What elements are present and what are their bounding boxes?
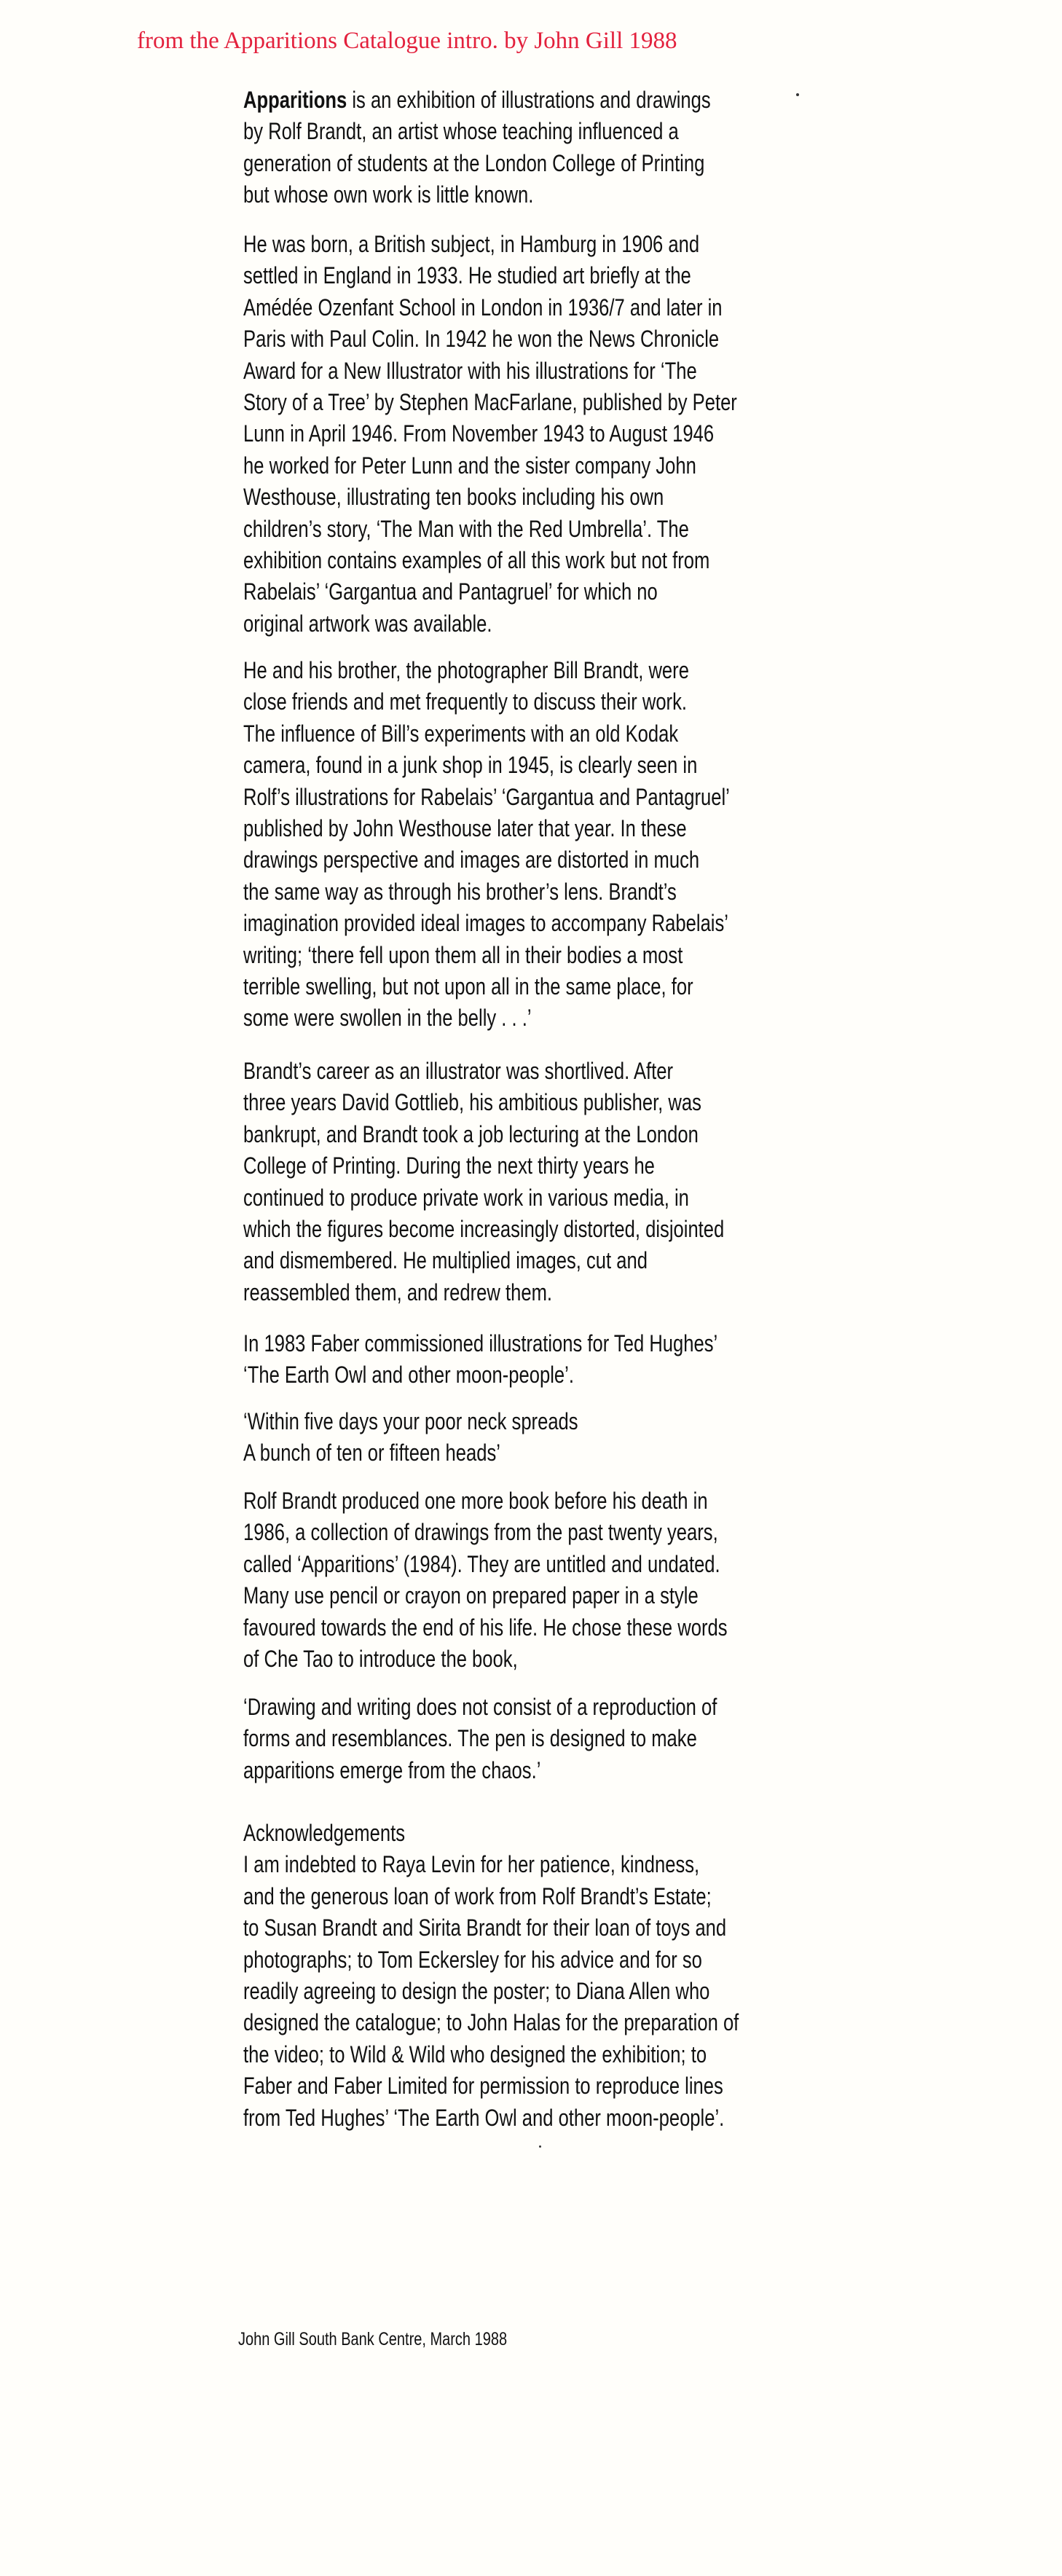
text-line: ‘The Earth Owl and other moon-people’.: [243, 1362, 574, 1389]
text-line: Many use pencil or crayon on prepared paper in a style: [243, 1582, 699, 1609]
text-line: children’s story, ‘The Man with the Red Umbrella’. The: [243, 515, 689, 542]
text-line: terrible swelling, but not upon all in the same place, for: [243, 973, 693, 1000]
text-line: published by John Westhouse later that year. In these: [243, 814, 687, 841]
text-line: Rabelais’ ‘Gargantua and Pantagruel’ for which no: [243, 578, 658, 605]
text-line: Rolf’s illustrations for Rabelais’ ‘Gargantua and Pantagruel’: [243, 783, 730, 810]
text-line: Award for a New Illustrator with his illustrations for ‘The: [243, 357, 697, 384]
text-line: He and his brother, the photographer Bill Brandt, were: [243, 657, 689, 683]
text-line: Brandt’s career as an illustrator was shortlived. After: [243, 1058, 674, 1084]
text-line: Rolf Brandt produced one more book before his death in: [243, 1488, 708, 1514]
text-line: [243, 85, 711, 116]
text-line: some were swollen in the belly . . .’: [243, 1005, 532, 1032]
text-line: readily agreeing to design the poster; to Diana Allen who: [243, 1977, 710, 2004]
text-line: favoured towards the end of his life. He chose these words: [243, 1614, 728, 1641]
paragraph-faber: [243, 1328, 836, 1391]
text-line: writing; ‘there fell upon them all in their bodies a most: [243, 941, 683, 968]
text-line: apparitions emerge from the chaos.’: [243, 1756, 541, 1783]
text-line: close friends and met frequently to discuss their work.: [243, 688, 687, 715]
text-line: by Rolf Brandt, an artist whose teaching influenced a: [243, 118, 679, 145]
text-line: College of Printing. During the next thirty years he: [243, 1152, 655, 1179]
scan-speck: [539, 2145, 541, 2148]
text-line: three years David Gottlieb, his ambitious publisher, was: [243, 1089, 701, 1116]
text-line: He was born, a British subject, in Hamburg in 1906 and: [243, 231, 700, 257]
text-line: of Che Tao to introduce the book,: [243, 1645, 518, 1672]
text-line: I am indebted to Raya Levin for her patience, kindness,: [243, 1851, 700, 1878]
text-line: Lunn in April 1946. From November 1943 to August 1946: [243, 420, 715, 447]
text-line: imagination provided ideal images to accompany Rabelais’: [243, 910, 728, 937]
text-line: bankrupt, and Brandt took a job lecturing at the London: [243, 1120, 699, 1147]
text-line: In 1983 Faber commissioned illustrations for Ted Hughes’: [243, 1330, 718, 1356]
paragraph-career: [243, 1056, 844, 1308]
text-line: but whose own work is little known.: [243, 181, 534, 208]
acknowledgements: [243, 1818, 862, 2134]
text-line: and dismembered. He multiplied images, cut and: [243, 1247, 648, 1274]
text-line: Faber and Faber Limited for permission to reproduce lines: [243, 2073, 723, 2100]
text-line: generation of students at the London College of Printing: [243, 149, 705, 176]
text-line: designed the catalogue; to John Halas for the preparation of: [243, 2009, 739, 2036]
source-note: from the Apparitions Catalogue intro. by John Gill 1988: [137, 28, 677, 54]
text-line: exhibition contains examples of all this work but not from: [243, 546, 710, 573]
signature-line: John Gill South Bank Centre, March 1988: [238, 2329, 508, 2349]
text-line: and the generous loan of work from Rolf Brandt’s Estate;: [243, 1882, 712, 1909]
text-line: the same way as through his brother’s lens. Brandt’s: [243, 878, 677, 905]
scan-speck: [796, 93, 799, 96]
text-line: Story of a Tree’ by Stephen MacFarlane, published by Peter: [243, 388, 737, 415]
text-line: 1986, a collection of drawings from the past twenty years,: [243, 1519, 718, 1546]
intro-paragraph: [243, 85, 827, 211]
paragraph-biography: [243, 229, 860, 640]
quote-hughes: [243, 1406, 661, 1469]
text-line: reassembled them, and redrew them.: [243, 1279, 553, 1305]
text-line: photographs; to Tom Eckersley for his advice and for so: [243, 1946, 702, 1973]
text-span: is an exhibition of illustrations and drawings: [347, 87, 711, 113]
exhibition-title: Apparitions: [243, 87, 347, 113]
text-line: to Susan Brandt and Sirita Brandt for their loan of toys and: [243, 1915, 727, 1941]
text-line: Paris with Paul Colin. In 1942 he won the News Chronicle: [243, 326, 720, 353]
acknowledgements-heading: Acknowledgements: [243, 1820, 405, 1846]
text-line: forms and resemblances. The pen is designed to make: [243, 1725, 697, 1752]
text-line: which the figures become increasingly distorted, disjointed: [243, 1215, 725, 1242]
text-line: The influence of Bill’s experiments with an old Kodak: [243, 720, 679, 747]
text-line: ‘Drawing and writing does not consist of a reproduction of: [243, 1694, 717, 1720]
text-line: original artwork was available.: [243, 610, 492, 637]
text-line: Westhouse, illustrating ten books including his own: [243, 484, 664, 511]
quote-che-tao: [243, 1692, 835, 1786]
text-line: the video; to Wild & Wild who designed the exhibition; to: [243, 2041, 707, 2068]
text-line: drawings perspective and images are distorted in much: [243, 847, 700, 873]
paragraph-last-book: [243, 1485, 849, 1675]
paragraph-brother: [243, 655, 851, 1034]
text-line: ‘Within five days your poor neck spreads: [243, 1408, 578, 1434]
text-line: continued to produce private work in various media, in: [243, 1184, 689, 1211]
text-line: he worked for Peter Lunn and the sister company John: [243, 452, 696, 479]
text-line: Amédée Ozenfant School in London in 1936/7 and later in: [243, 294, 723, 321]
text-line: settled in England in 1933. He studied art briefly at the: [243, 262, 691, 289]
text-line: camera, found in a junk shop in 1945, is clearly seen in: [243, 752, 698, 779]
text-line: called ‘Apparitions’ (1984). They are untitled and undated.: [243, 1550, 720, 1577]
text-line: from Ted Hughes’ ‘The Earth Owl and other moon-people’.: [243, 2104, 725, 2131]
text-line: A bunch of ten or fifteen heads’: [243, 1440, 500, 1466]
